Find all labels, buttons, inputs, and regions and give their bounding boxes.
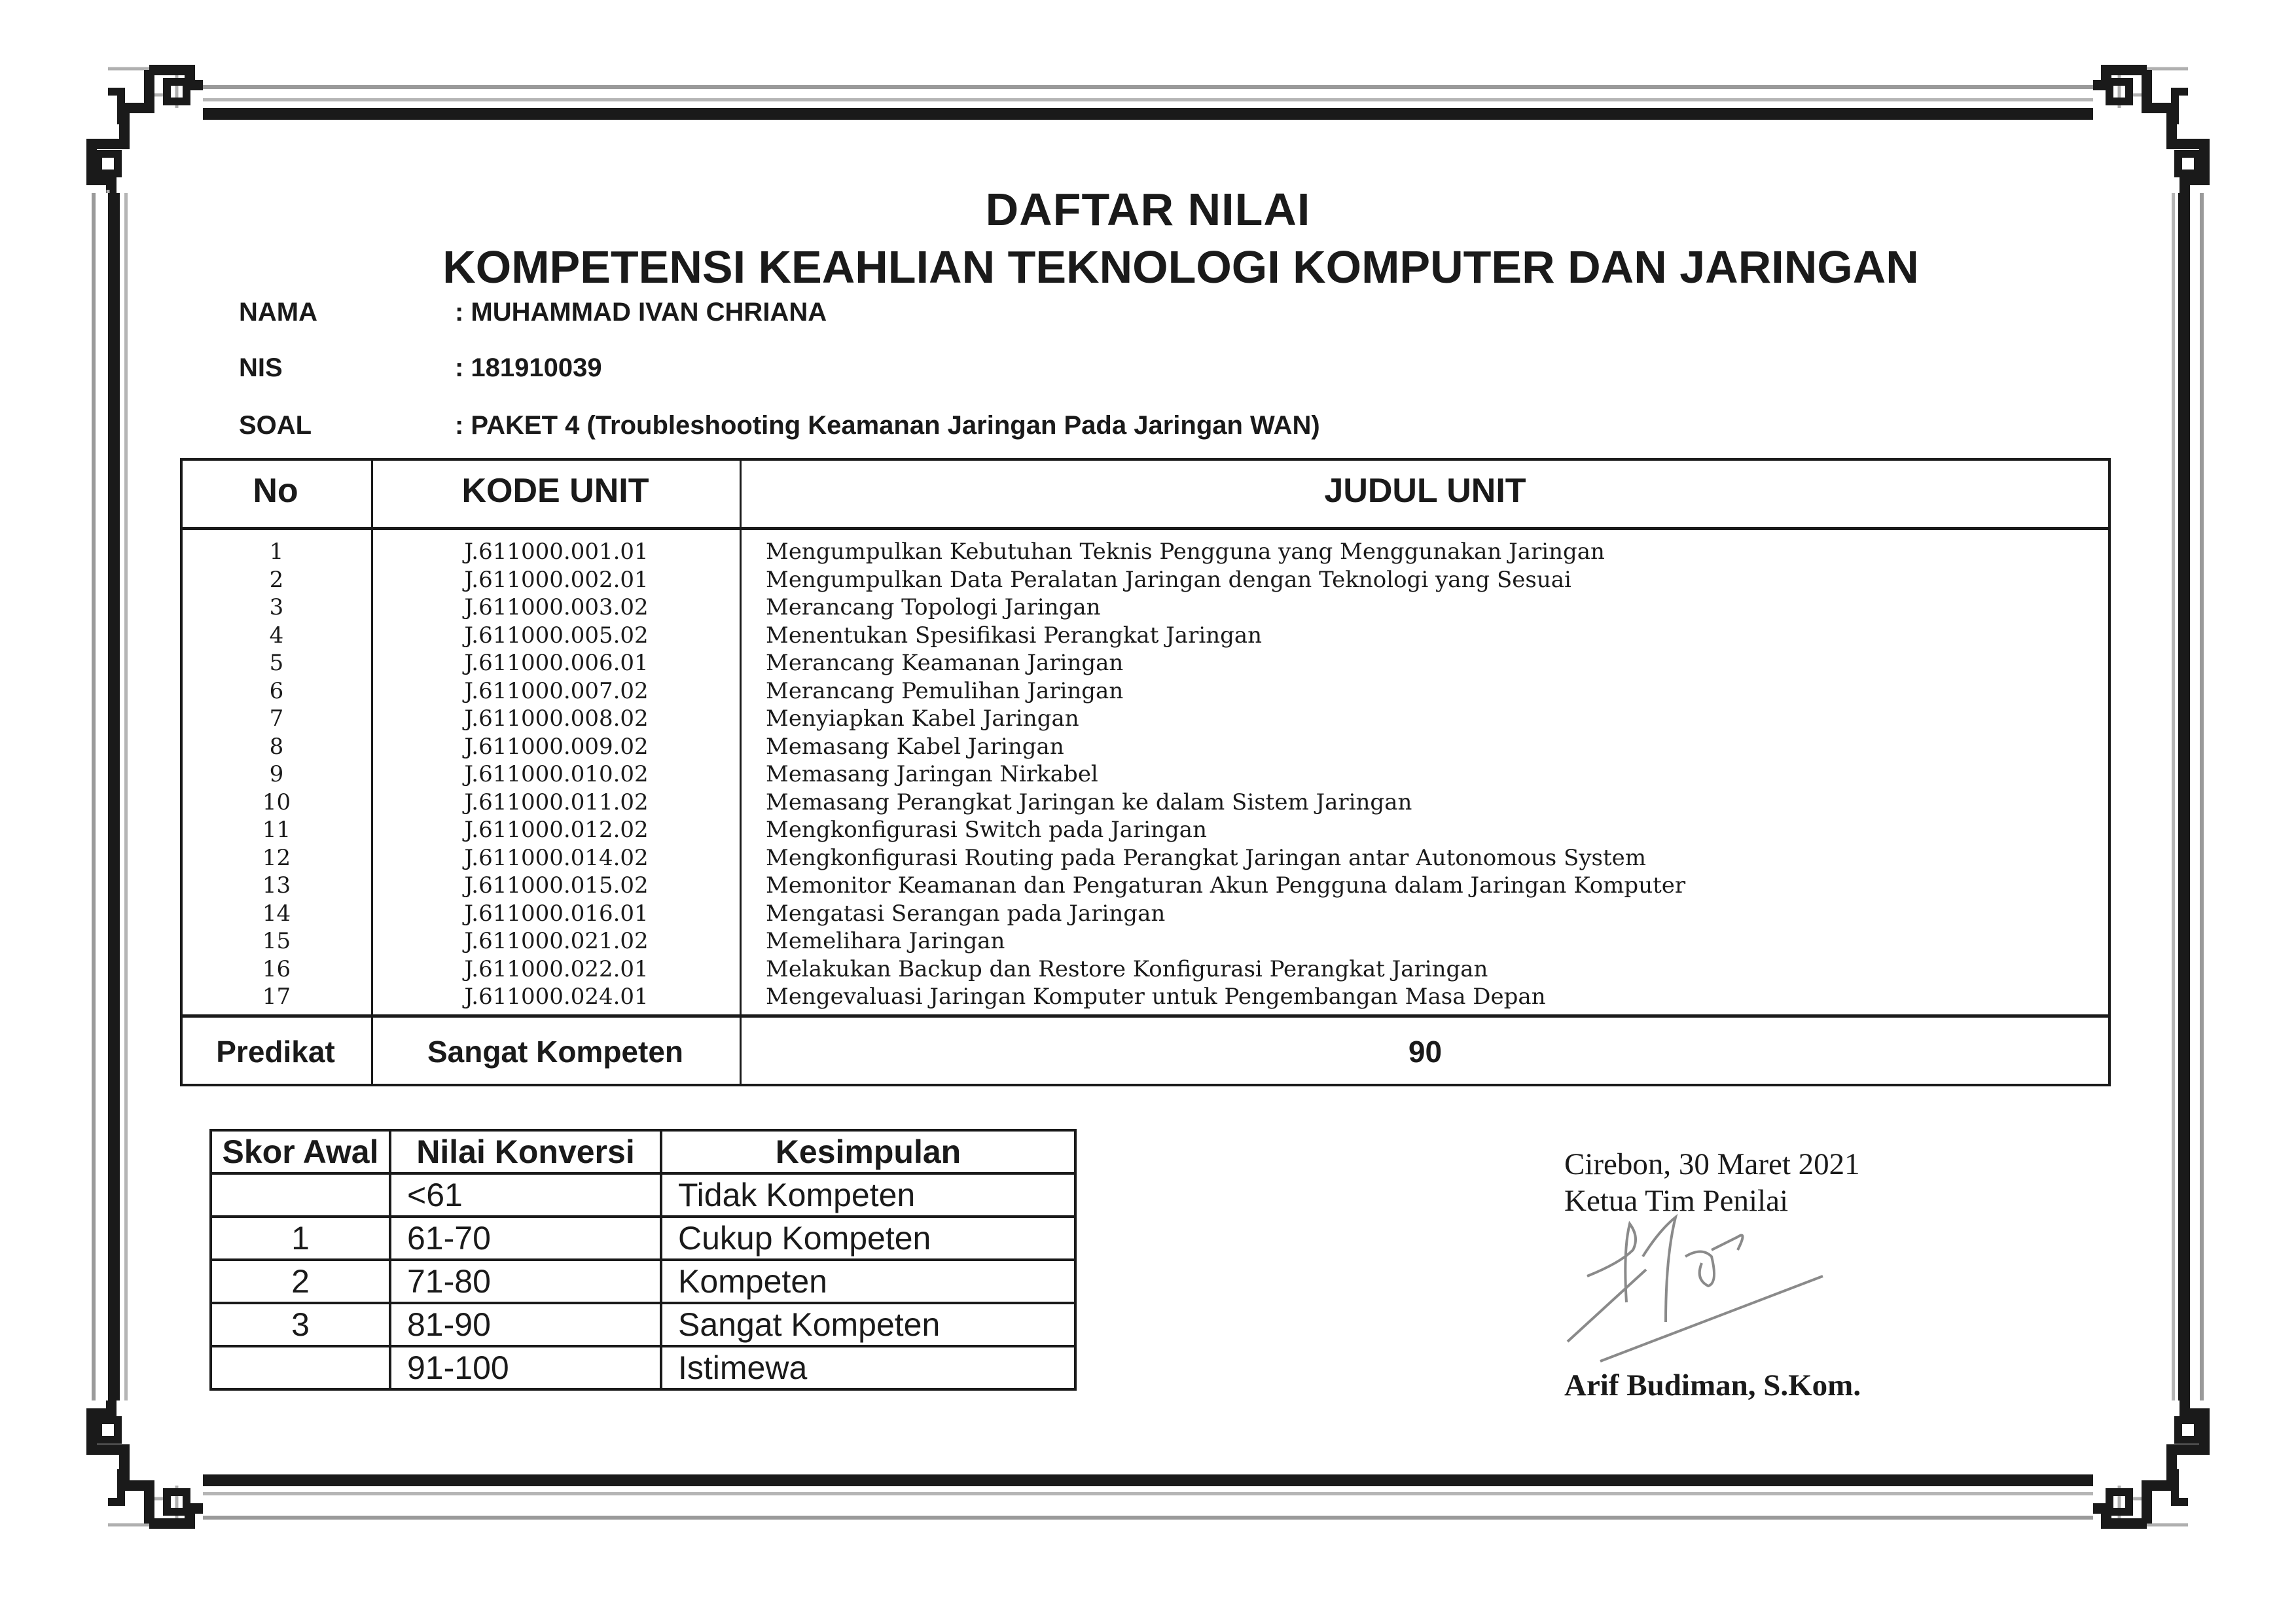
unit-row bbox=[180, 760, 2111, 789]
border-line-bottom bbox=[164, 1492, 2134, 1495]
border-corner-bottom-right bbox=[2093, 1400, 2224, 1531]
unit-judul: Menyiapkan Kabel Jaringan bbox=[766, 705, 1079, 732]
final-score: 90 bbox=[1408, 1035, 1443, 1069]
unit-row bbox=[180, 594, 2111, 622]
unit-judul: Merancang Keamanan Jaringan bbox=[766, 650, 1124, 676]
unit-no: 14 bbox=[262, 900, 291, 927]
header-judul-unit: JUDUL UNIT bbox=[1324, 472, 1526, 510]
border-corner-bottom-left bbox=[72, 1400, 203, 1531]
nilai-konversi-cell: 71-80 bbox=[390, 1260, 661, 1303]
unit-judul: Mengumpulkan Kebutuhan Teknis Pengguna yang Menggunakan Jaringan bbox=[766, 539, 1605, 565]
border-corner-top-right bbox=[2093, 62, 2224, 193]
header-kesimpulan: Kesimpulan bbox=[661, 1130, 1075, 1173]
signature-role: Ketua Tim Penilai bbox=[1564, 1184, 1789, 1218]
header-no: No bbox=[253, 472, 298, 510]
document-title: DAFTAR NILAI bbox=[985, 184, 1311, 235]
unit-row bbox=[180, 677, 2111, 705]
unit-row bbox=[180, 649, 2111, 677]
predikat-label: Predikat bbox=[216, 1035, 335, 1069]
nilai-konversi-cell: 81-90 bbox=[390, 1303, 661, 1346]
skor-awal-cell: 2 bbox=[211, 1260, 390, 1303]
unit-row bbox=[180, 927, 2111, 955]
unit-row bbox=[180, 566, 2111, 594]
unit-no: 13 bbox=[262, 872, 291, 899]
border-bar-right bbox=[2178, 167, 2190, 1430]
kesimpulan-cell: Istimewa bbox=[661, 1346, 1075, 1389]
unit-kode: J.611000.006.01 bbox=[464, 650, 649, 676]
unit-no: 16 bbox=[262, 955, 291, 982]
unit-kode: J.611000.014.02 bbox=[464, 844, 649, 871]
unit-no: 11 bbox=[262, 817, 291, 843]
skor-awal-cell bbox=[211, 1346, 390, 1389]
unit-judul: Memelihara Jaringan bbox=[766, 928, 1005, 954]
unit-kode: J.611000.003.02 bbox=[464, 594, 649, 620]
unit-kode: J.611000.002.01 bbox=[464, 566, 649, 593]
conversion-row bbox=[211, 1303, 1075, 1346]
unit-judul: Memasang Jaringan Nirkabel bbox=[766, 761, 1098, 787]
unit-judul: Merancang Pemulihan Jaringan bbox=[766, 677, 1124, 704]
unit-no: 2 bbox=[269, 566, 284, 593]
signature-name: Arif Budiman, S.Kom. bbox=[1564, 1368, 1861, 1402]
unit-no: 9 bbox=[269, 761, 284, 787]
skor-awal-cell: 1 bbox=[211, 1217, 390, 1260]
unit-judul: Mengumpulkan Data Peralatan Jaringan dengan Teknologi yang Sesuai bbox=[766, 566, 1571, 593]
unit-kode: J.611000.011.02 bbox=[464, 789, 649, 815]
nilai-konversi-cell: <61 bbox=[390, 1173, 661, 1217]
border-corner-top-left bbox=[72, 62, 203, 193]
nama-label: NAMA bbox=[239, 298, 317, 327]
border-bar-bottom bbox=[164, 1474, 2134, 1486]
kesimpulan-cell: Cukup Kompeten bbox=[661, 1217, 1075, 1260]
unit-kode: J.611000.007.02 bbox=[464, 677, 649, 704]
kesimpulan-cell: Sangat Kompeten bbox=[661, 1303, 1075, 1346]
unit-row bbox=[180, 789, 2111, 817]
nilai-konversi-cell: 61-70 bbox=[390, 1217, 661, 1260]
kesimpulan-cell: Tidak Kompeten bbox=[661, 1173, 1075, 1217]
header-skor-awal: Skor Awal bbox=[211, 1130, 390, 1173]
conversion-header-row bbox=[211, 1130, 1075, 1173]
unit-no: 4 bbox=[269, 622, 284, 649]
unit-row bbox=[180, 538, 2111, 566]
unit-kode: J.611000.009.02 bbox=[464, 733, 649, 760]
unit-no: 8 bbox=[269, 733, 284, 760]
unit-no: 5 bbox=[269, 650, 284, 676]
soal-value: : PAKET 4 (Troubleshooting Keamanan Jaringan Pada Jaringan WAN) bbox=[455, 411, 1320, 440]
unit-no: 17 bbox=[262, 984, 291, 1010]
unit-row bbox=[180, 983, 2111, 1011]
unit-no: 1 bbox=[269, 539, 284, 565]
unit-kode: J.611000.021.02 bbox=[464, 928, 649, 954]
unit-judul: Memasang Perangkat Jaringan ke dalam Sistem Jaringan bbox=[766, 789, 1412, 815]
kesimpulan-cell: Kompeten bbox=[661, 1260, 1075, 1303]
conversion-row bbox=[211, 1173, 1075, 1217]
unit-row bbox=[180, 844, 2111, 872]
conversion-table bbox=[209, 1129, 1077, 1391]
unit-judul: Melakukan Backup dan Restore Konfigurasi Perangkat Jaringan bbox=[766, 955, 1488, 982]
nilai-konversi-cell: 91-100 bbox=[390, 1346, 661, 1389]
unit-kode: J.611000.024.01 bbox=[464, 984, 649, 1010]
unit-kode: J.611000.016.01 bbox=[464, 900, 649, 927]
unit-judul: Mengkonfigurasi Routing pada Perangkat Jaringan antar Autonomous System bbox=[766, 844, 1647, 871]
unit-judul: Memonitor Keamanan dan Pengaturan Akun Pengguna dalam Jaringan Komputer bbox=[766, 872, 1686, 899]
unit-kode: J.611000.005.02 bbox=[464, 622, 649, 649]
unit-row bbox=[180, 733, 2111, 761]
conversion-row bbox=[211, 1346, 1075, 1389]
unit-judul: Memasang Kabel Jaringan bbox=[766, 733, 1064, 760]
nis-value: : 181910039 bbox=[455, 353, 602, 382]
border-line-left bbox=[124, 167, 128, 1430]
conversion-row bbox=[211, 1260, 1075, 1303]
unit-no: 12 bbox=[262, 844, 291, 871]
skor-awal-cell: 3 bbox=[211, 1303, 390, 1346]
border-line-right bbox=[2172, 167, 2175, 1430]
border-bar-left bbox=[108, 167, 120, 1430]
unit-kode: J.611000.012.02 bbox=[464, 817, 649, 843]
unit-row bbox=[180, 705, 2111, 733]
unit-kode: J.611000.022.01 bbox=[464, 955, 649, 982]
unit-no: 7 bbox=[269, 705, 284, 732]
unit-no: 6 bbox=[269, 677, 284, 704]
document-subtitle: KOMPETENSI KEAHLIAN TEKNOLOGI KOMPUTER DAN JARINGAN bbox=[442, 241, 1919, 293]
unit-row bbox=[180, 900, 2111, 928]
unit-judul: Merancang Topologi Jaringan bbox=[766, 594, 1101, 620]
units-table-footer-divider bbox=[180, 1014, 2111, 1018]
unit-judul: Mengatasi Serangan pada Jaringan bbox=[766, 900, 1166, 927]
unit-no: 3 bbox=[269, 594, 284, 620]
soal-label: SOAL bbox=[239, 411, 312, 440]
header-kode-unit: KODE UNIT bbox=[461, 472, 649, 510]
unit-row bbox=[180, 816, 2111, 844]
nis-label: NIS bbox=[239, 353, 283, 382]
border-line-top bbox=[164, 98, 2134, 101]
unit-judul: Mengkonfigurasi Switch pada Jaringan bbox=[766, 817, 1207, 843]
unit-kode: J.611000.015.02 bbox=[464, 872, 649, 899]
predikat-value: Sangat Kompeten bbox=[427, 1035, 684, 1069]
border-bar-top bbox=[164, 108, 2134, 120]
units-table-header-divider bbox=[180, 527, 2111, 530]
unit-no: 10 bbox=[262, 789, 291, 815]
skor-awal-cell bbox=[211, 1173, 390, 1217]
unit-judul: Mengevaluasi Jaringan Komputer untuk Pengembangan Masa Depan bbox=[766, 984, 1546, 1010]
unit-row bbox=[180, 872, 2111, 900]
unit-no: 15 bbox=[262, 928, 291, 954]
header-nilai-konversi: Nilai Konversi bbox=[390, 1130, 661, 1173]
unit-judul: Menentukan Spesifikasi Perangkat Jaringan bbox=[766, 622, 1263, 649]
unit-kode: J.611000.010.02 bbox=[464, 761, 649, 787]
conversion-row bbox=[211, 1217, 1075, 1260]
unit-kode: J.611000.008.02 bbox=[464, 705, 649, 732]
handwritten-signature bbox=[1561, 1211, 1836, 1368]
unit-row bbox=[180, 622, 2111, 650]
unit-kode: J.611000.001.01 bbox=[464, 539, 649, 565]
unit-row bbox=[180, 955, 2111, 984]
units-table-body bbox=[180, 538, 2111, 1011]
nama-value: : MUHAMMAD IVAN CHRIANA bbox=[455, 298, 827, 327]
signature-place-date: Cirebon, 30 Maret 2021 bbox=[1564, 1147, 1860, 1181]
